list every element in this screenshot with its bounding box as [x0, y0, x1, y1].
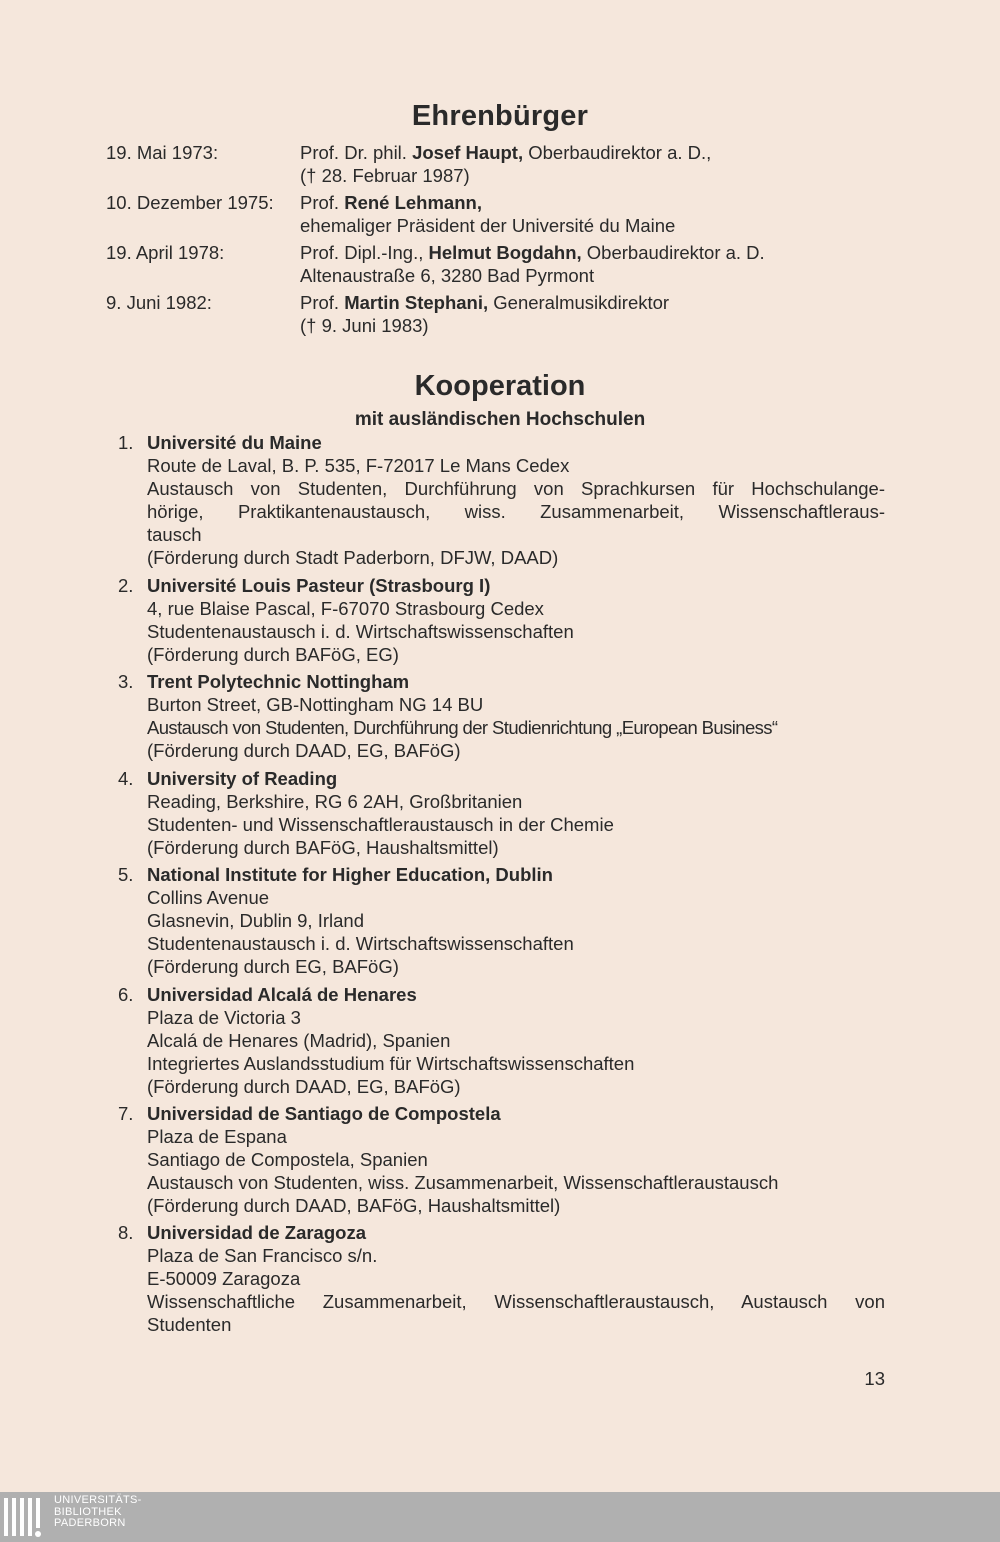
library-name-line: BIBLIOTHEK [54, 1505, 122, 1518]
item-line: Plaza de San Francisco s/n. [147, 1245, 378, 1266]
library-name-line: UNIVERSITÄTS- [54, 1494, 142, 1506]
funding-note: (Förderung durch Stadt Paderborn, DFJW, DAAD) [147, 547, 559, 568]
honorary-date: 10. Dezember 1975: [106, 192, 274, 213]
institution-name: Universidad de Santiago de Compostela [147, 1103, 501, 1124]
item-line: Wissenschaftliche Zusammenarbeit, Wissenschaftleraustausch, Austausch von [147, 1291, 885, 1312]
honorary-note: († 9. Juni 1983) [300, 315, 429, 336]
honorary-title-text: Prof. Dipl.-Ing., [300, 242, 429, 263]
item-line: Alcalá de Henares (Madrid), Spanien [147, 1030, 451, 1051]
item-line: Reading, Berkshire, RG 6 2AH, Großbritanien [147, 791, 523, 812]
item-number: 6. [118, 984, 134, 1005]
item-number: 5. [118, 864, 134, 885]
honorary-title-text: Prof. Dr. phil. [300, 142, 413, 163]
institution-name: Université Louis Pasteur (Strasbourg I) [147, 575, 491, 596]
item-body [147, 1102, 885, 1217]
item-line: Austausch von Studenten, Durchführung von Sprachkursen für Hochschulange- [147, 478, 885, 499]
item-number: 2. [118, 575, 134, 596]
item-number: 7. [118, 1103, 134, 1124]
item-number: 3. [118, 671, 134, 692]
item-body [147, 1221, 885, 1336]
item-number: 4. [118, 768, 134, 789]
item-line: Plaza de Espana [147, 1126, 287, 1147]
honorary-role: Oberbaudirektor a. D. [581, 242, 765, 263]
honorary-text [300, 191, 900, 237]
funding-note: (Förderung durch DAAD, BAFöG, Haushaltsmittel) [147, 1195, 561, 1216]
section-title-kooperation: Kooperation [414, 370, 586, 402]
item-body [147, 574, 885, 666]
item-body [147, 670, 885, 762]
honorary-text [300, 291, 900, 337]
item-line: Santiago de Compostela, Spanien [147, 1149, 428, 1170]
library-name [54, 1495, 142, 1530]
institution-name: National Institute for Higher Education, Dublin [147, 864, 553, 885]
honorary-title-text: Prof. [300, 292, 345, 313]
item-line: Plaza de Victoria 3 [147, 1007, 301, 1028]
item-body [147, 431, 885, 569]
library-logo-icon [2, 1494, 46, 1540]
item-line: Studenten [147, 1314, 232, 1335]
honorary-note: Altenaustraße 6, 3280 Bad Pyrmont [300, 265, 595, 286]
library-footer-bar [0, 1492, 1000, 1542]
item-line: Studentenaustausch i. d. Wirtschaftswissenschaften [147, 621, 574, 642]
institution-name: Université du Maine [147, 432, 322, 453]
item-body [147, 767, 885, 859]
item-body [147, 983, 885, 1098]
item-line: Glasnevin, Dublin 9, Irland [147, 910, 364, 931]
funding-note: (Förderung durch DAAD, EG, BAFöG) [147, 740, 461, 761]
item-line: Route de Laval, B. P. 535, F-72017 Le Mans Cedex [147, 455, 570, 476]
item-line: Austausch von Studenten, Durchführung der Studienrichtung „European Business“ [147, 717, 778, 738]
item-number: 8. [118, 1222, 134, 1243]
honorary-line [300, 191, 900, 214]
funding-note: (Förderung durch EG, BAFöG) [147, 956, 399, 977]
honorary-note: († 28. Februar 1987) [300, 165, 470, 186]
item-line: Studentenaustausch i. d. Wirtschaftswissenschaften [147, 933, 574, 954]
funding-note: (Förderung durch DAAD, EG, BAFöG) [147, 1076, 461, 1097]
honorary-date: 19. Mai 1973: [106, 142, 219, 163]
honorary-text [300, 141, 900, 187]
honorary-role: Generalmusikdirektor [488, 292, 670, 313]
honorary-date: 9. Juni 1982: [106, 292, 212, 313]
item-line: tausch [147, 524, 202, 545]
honorary-name: Helmut Bogdahn, [428, 242, 582, 263]
honorary-name: René Lehmann, [344, 192, 482, 213]
item-line: E-50009 Zaragoza [147, 1268, 301, 1289]
library-name-line: PADERBORN [54, 1517, 126, 1529]
honorary-line [300, 141, 900, 164]
item-line: Collins Avenue [147, 887, 270, 908]
item-line: hörige, Praktikantenaustausch, wiss. Zusammenarbeit, Wissenschaftleraus- [147, 501, 885, 522]
funding-note: (Förderung durch BAFöG, EG) [147, 644, 399, 665]
item-number: 1. [118, 432, 134, 453]
honorary-line [300, 241, 900, 264]
institution-name: Universidad Alcalá de Henares [147, 984, 417, 1005]
funding-note: (Förderung durch BAFöG, Haushaltsmittel) [147, 837, 499, 858]
honorary-role: Oberbaudirektor a. D., [523, 142, 712, 163]
honorary-name: Josef Haupt, [412, 142, 524, 163]
item-line: Studenten- und Wissenschaftleraustausch in der Chemie [147, 814, 614, 835]
honorary-name: Martin Stephani, [344, 292, 489, 313]
honorary-date: 19. April 1978: [106, 242, 225, 263]
honorary-note: ehemaliger Präsident der Université du Maine [300, 215, 676, 236]
section-title-ehrenbuerger: Ehrenbürger [411, 100, 589, 132]
honorary-text [300, 241, 900, 287]
institution-name: University of Reading [147, 768, 338, 789]
institution-name: Trent Polytechnic Nottingham [147, 671, 410, 692]
item-body [147, 863, 885, 978]
page-number: 13 [864, 1368, 885, 1389]
item-line: Austausch von Studenten, wiss. Zusammenarbeit, Wissenschaftleraustausch [147, 1172, 779, 1193]
item-line: Burton Street, GB-Nottingham NG 14 BU [147, 694, 484, 715]
item-line: 4, rue Blaise Pascal, F-67070 Strasbourg Cedex [147, 598, 544, 619]
honorary-title-text: Prof. [300, 192, 345, 213]
honorary-line [300, 291, 900, 314]
section-subtitle: mit ausländischen Hochschulen [354, 409, 646, 430]
item-line: Integriertes Auslandsstudium für Wirtschaftswissenschaften [147, 1053, 635, 1074]
institution-name: Universidad de Zaragoza [147, 1222, 366, 1243]
